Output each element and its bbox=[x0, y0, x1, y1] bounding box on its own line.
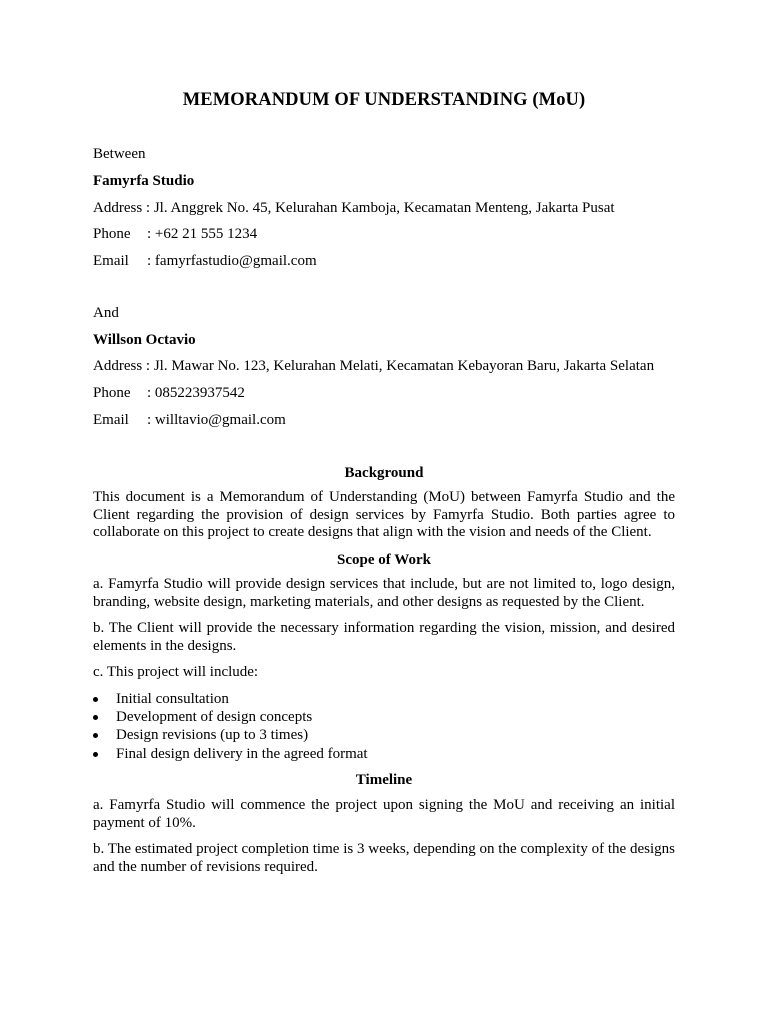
document-title: MEMORANDUM OF UNDERSTANDING (MoU) bbox=[182, 90, 586, 110]
party1-address-label: Address bbox=[93, 200, 143, 216]
list-item-text: Final design delivery in the agreed format bbox=[116, 745, 368, 762]
timeline-heading: Timeline bbox=[355, 772, 413, 788]
party1-name: Famyrfa Studio bbox=[93, 173, 195, 189]
timeline-item-b: b. The estimated project completion time is 3 weeks, depending on the complexity of the designs and the number of revisions required. bbox=[93, 841, 675, 875]
party1-email: : famyrfastudio@gmail.com bbox=[147, 253, 317, 269]
scope-item-b: b. The Client will provide the necessary information regarding the vision, mission, and desired elements in the designs. bbox=[93, 620, 675, 654]
party1-phone-label: Phone bbox=[93, 226, 131, 242]
and-label: And bbox=[93, 305, 119, 321]
bullet-icon bbox=[93, 733, 98, 738]
background-paragraph: This document is a Memorandum of Understanding (MoU) between Famyrfa Studio and the Client regarding the provision of design services by Famyrfa Studio. Both parties agree to collaborate on this project to create designs that align with the vision and needs of the Client. bbox=[93, 489, 675, 541]
party2-phone-label: Phone bbox=[93, 385, 131, 401]
scope-bullet-list bbox=[93, 690, 675, 763]
party1-phone-row bbox=[93, 225, 257, 243]
party2-address: : Jl. Mawar No. 123, Kelurahan Melati, Kecamatan Kebayoran Baru, Jakarta Selatan bbox=[145, 358, 655, 374]
between-label: Between bbox=[93, 146, 146, 162]
party1-email-row bbox=[93, 252, 317, 270]
list-item bbox=[93, 708, 675, 726]
party2-email: : willtavio@gmail.com bbox=[147, 412, 286, 428]
list-item-text: Design revisions (up to 3 times) bbox=[116, 727, 309, 744]
party2-address-label: Address bbox=[93, 358, 143, 374]
list-item-text: Development of design concepts bbox=[116, 709, 313, 726]
scope-item-c: c. This project will include: bbox=[93, 664, 259, 680]
party2-address-row bbox=[93, 357, 654, 375]
party1-email-label: Email bbox=[93, 253, 129, 269]
party2-email-label: Email bbox=[93, 412, 129, 428]
bullet-icon bbox=[93, 697, 98, 702]
party1-phone: : +62 21 555 1234 bbox=[147, 226, 258, 242]
party1-address: : Jl. Anggrek No. 45, Kelurahan Kamboja, Kecamatan Menteng, Jakarta Pusat bbox=[145, 200, 615, 216]
party2-email-row bbox=[93, 411, 286, 429]
bullet-icon bbox=[93, 715, 98, 720]
party2-name: Willson Octavio bbox=[93, 332, 196, 348]
list-item bbox=[93, 745, 675, 763]
scope-item-a: a. Famyrfa Studio will provide design services that include, but are not limited to, logo design, branding, website design, marketing materials, and other designs as requested by the Client. bbox=[93, 576, 675, 610]
timeline-item-a: a. Famyrfa Studio will commence the project upon signing the MoU and receiving an initial payment of 10%. bbox=[93, 797, 675, 831]
list-item-text: Initial consultation bbox=[116, 691, 229, 707]
scope-heading: Scope of Work bbox=[337, 552, 431, 568]
party2-phone: : 085223937542 bbox=[147, 385, 245, 401]
background-heading: Background bbox=[344, 465, 424, 481]
bullet-icon bbox=[93, 752, 98, 757]
party2-phone-row bbox=[93, 384, 245, 402]
party1-address-row bbox=[93, 199, 615, 217]
list-item bbox=[93, 726, 675, 744]
list-item bbox=[93, 690, 675, 708]
